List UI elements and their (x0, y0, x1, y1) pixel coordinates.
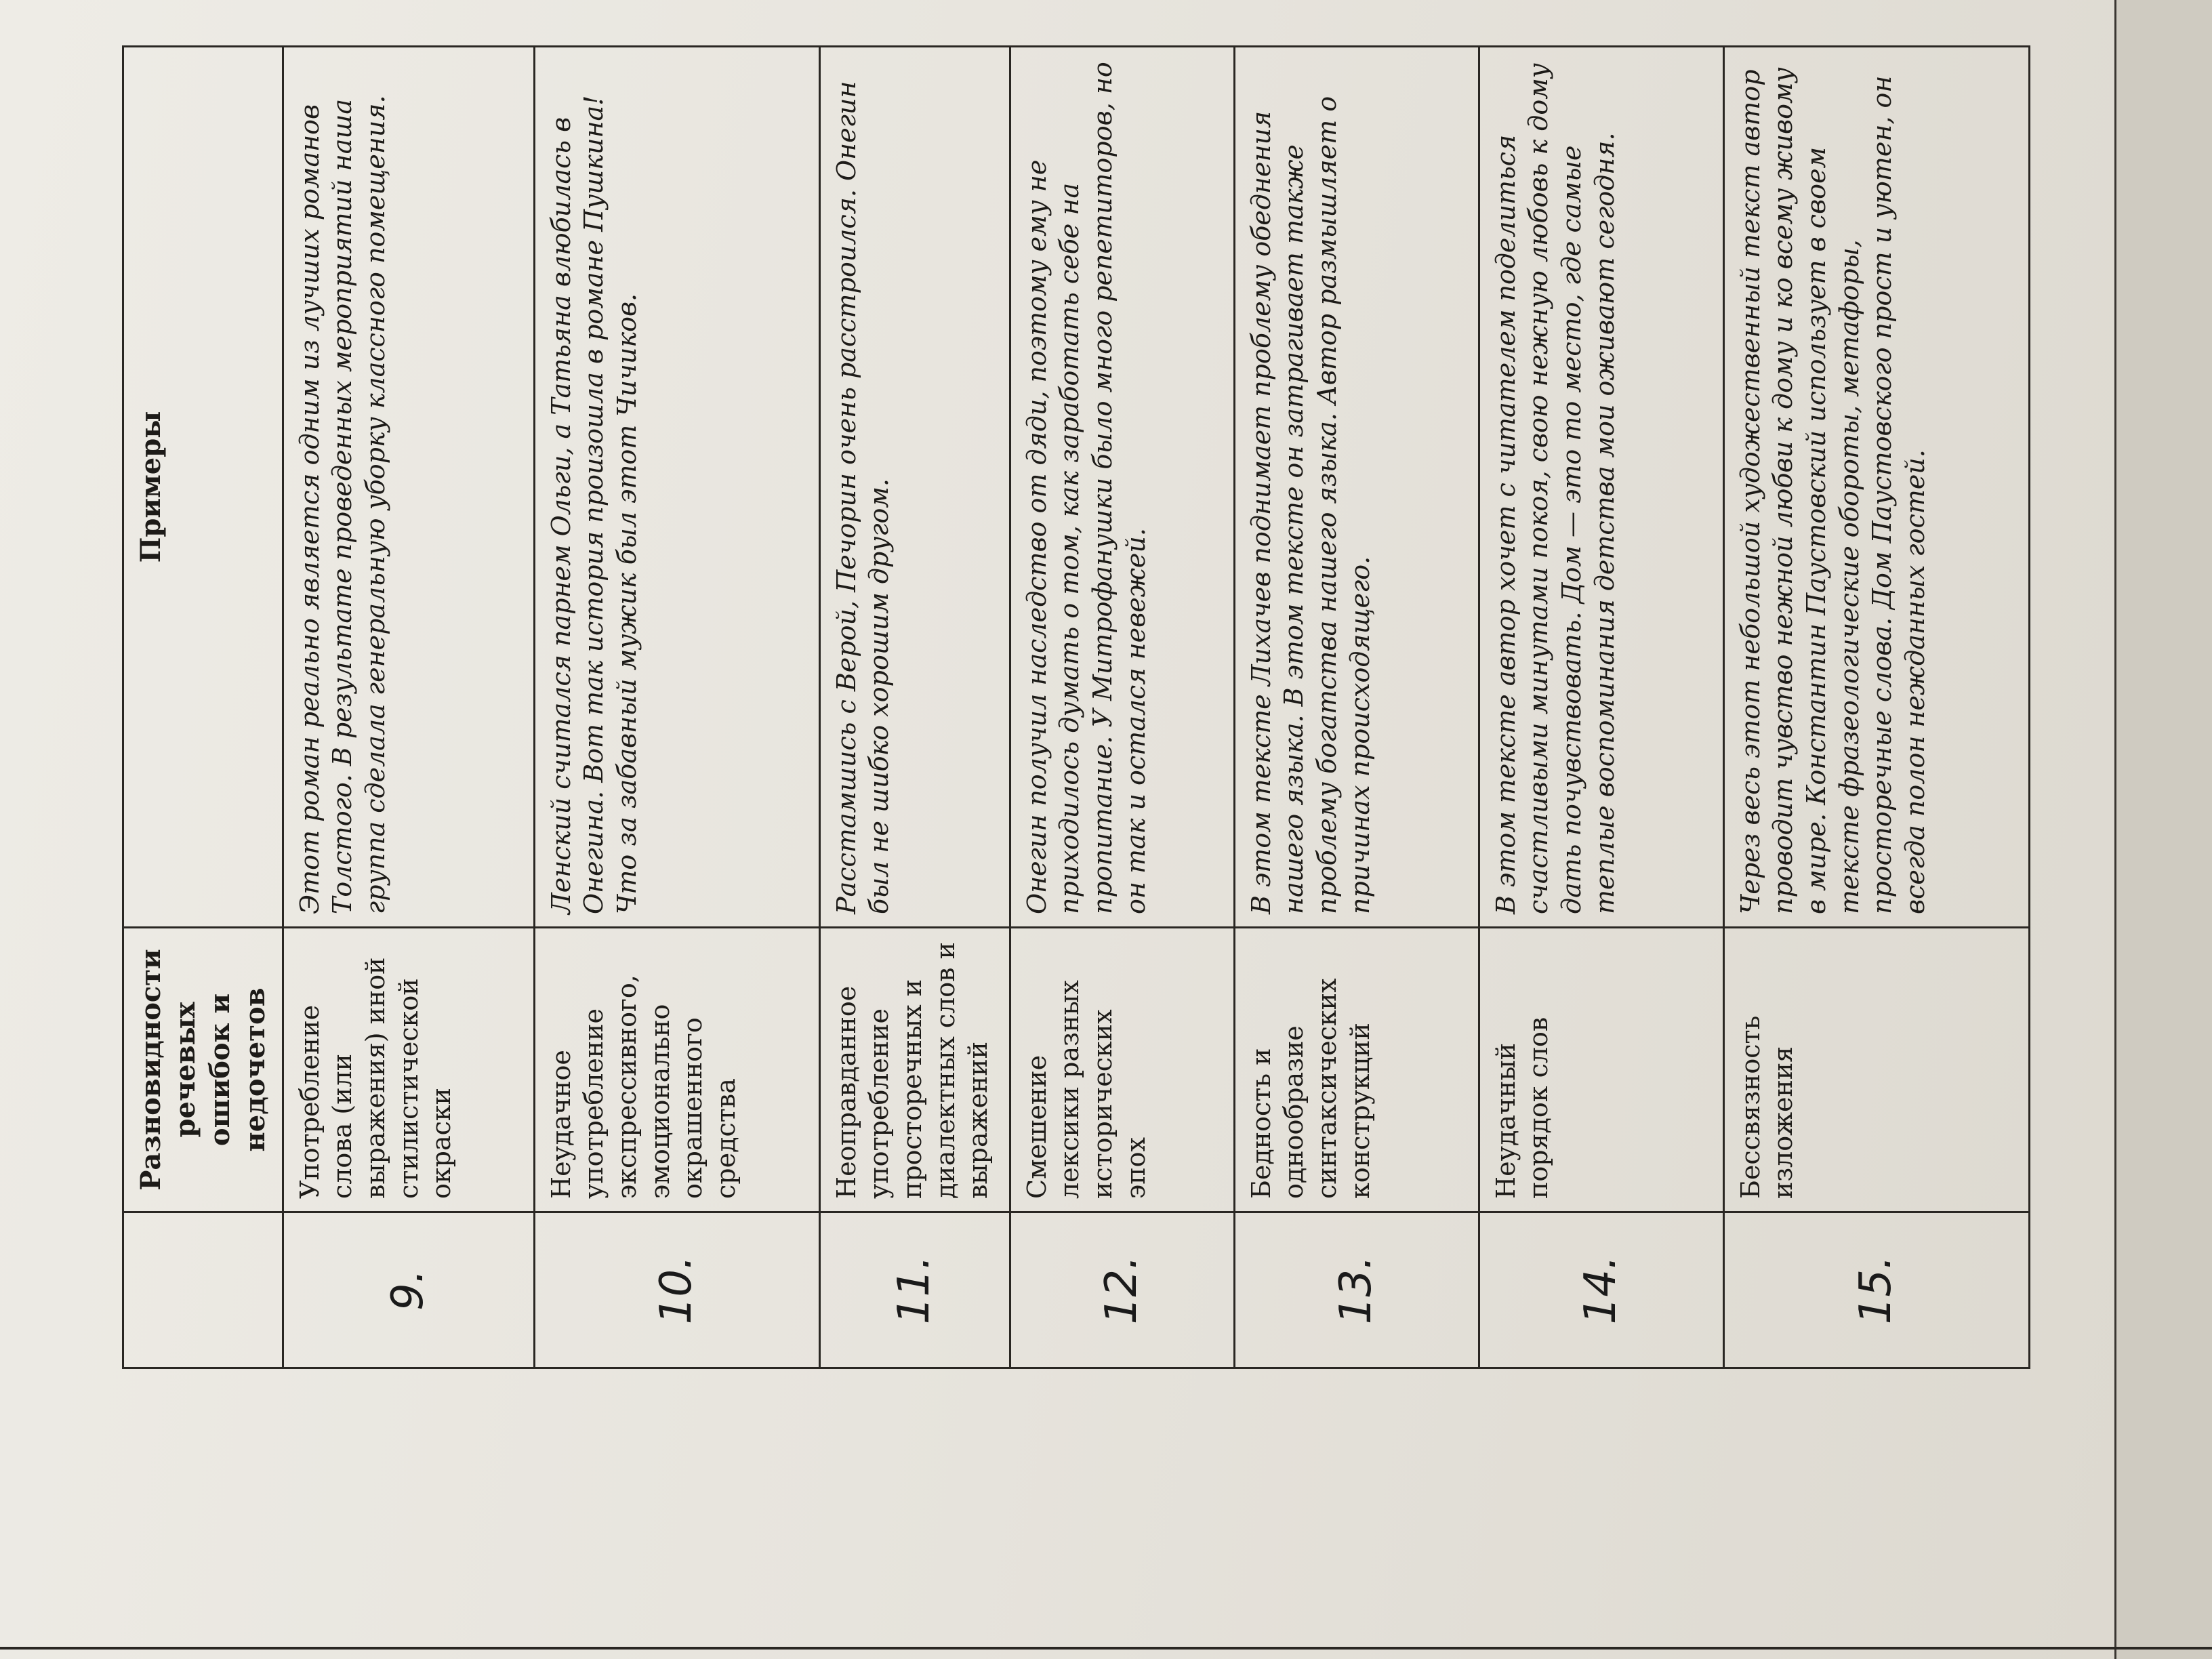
table-row (283, 47, 534, 1368)
adjacent-page-edge (2114, 0, 2212, 1659)
table-row (1234, 47, 1479, 1368)
header-examples: Примеры (123, 47, 283, 928)
error-examples: В этом тексте автор хочет с читателем поделиться счастливыми минутами покоя, свою нежную любовь к дому дать почувствовать. Дом — это то место, где самые теплые воспоминания детства мои оживают сегодня. (1479, 47, 1723, 928)
error-type: Бедность и однообразие синтаксических конструкций (1234, 928, 1479, 1212)
header-number (123, 1212, 283, 1368)
error-examples: Расстамшись с Верой, Печорин очень расстроился. Онегин был не шибко хорошим другом. (819, 47, 1010, 928)
error-examples: Через весь этот небольшой художественный текст автор проводит чувство нежной любви к дому и ко всему живому в мире. Константин Паустовский использует в своем тексте фразеологические обороты, метафоры, просторечные слова. Дом Паустовского прост и уютен, он всегда полон нежданных гостей. (1723, 47, 2029, 928)
table-row (1723, 47, 2029, 1368)
error-examples: Этот роман реально является одним из лучших романов Толстого. В результате проведенных мероприятий наша группа сделала генеральную уборку классного помещения. (283, 47, 534, 928)
page-rule (0, 1647, 2212, 1650)
speech-errors-table (122, 45, 2030, 1369)
error-type: Неудачное употребление экспрессивного, эмоционально окрашенного средства (534, 928, 819, 1212)
error-examples: Ленский считался парнем Ольги, а Татьяна влюбилась в Онегина. Вот так история произошла в романе Пушкина! Что за забавный мужик был этот Чичиков. (534, 47, 819, 928)
row-number: 14. (1479, 1212, 1723, 1368)
error-examples: Онегин получил наследство от дяди, поэтому ему не приходилось думать о том, как заработать себе на пропитание. У Митрофанушки было много репетиторов, но он так и остался невежей. (1010, 47, 1234, 928)
row-number: 12. (1010, 1212, 1234, 1368)
row-number: 10. (534, 1212, 819, 1368)
error-examples: В этом тексте Лихачев поднимает проблему обеднения нашего языка. В этом тексте он затрагивает также проблему богатства нашего языка. Автор размышляет о причинах происходящего. (1234, 47, 1479, 928)
error-type: Употребление слова (или выражения) иной стилистической окраски (283, 928, 534, 1212)
row-number: 9. (283, 1212, 534, 1368)
row-number: 13. (1234, 1212, 1479, 1368)
table-row (1010, 47, 1234, 1368)
header-row (123, 47, 283, 1368)
error-type: Смешение лексики разных исторических эпох (1010, 928, 1234, 1212)
table-row (819, 47, 1010, 1368)
error-type: Неоправданное употребление просторечных и диалектных слов и выражений (819, 928, 1010, 1212)
rotated-table (122, 47, 2087, 1369)
error-type: Бессвязность изложения (1723, 928, 2029, 1212)
row-number: 15. (1723, 1212, 2029, 1368)
table-row (1479, 47, 1723, 1368)
error-type: Неудачный порядок слов (1479, 928, 1723, 1212)
table-row (534, 47, 819, 1368)
row-number: 11. (819, 1212, 1010, 1368)
header-types: Разновидности речевых ошибок и недочетов (123, 928, 283, 1212)
